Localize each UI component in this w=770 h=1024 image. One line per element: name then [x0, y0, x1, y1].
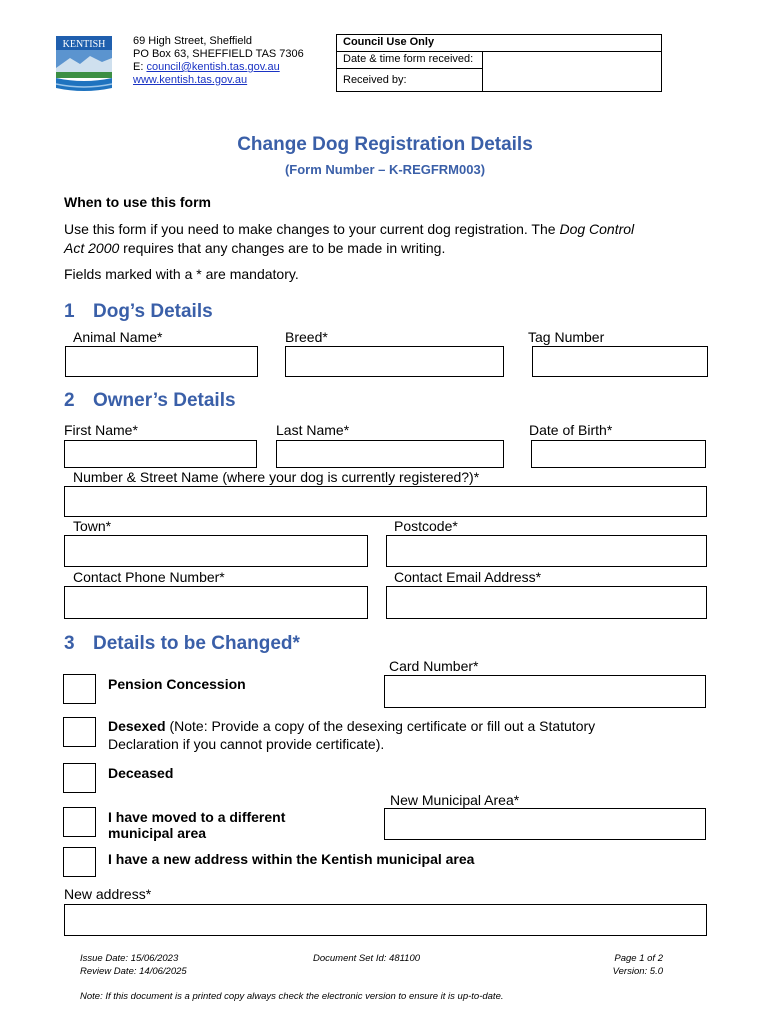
tag-number-label: Tag Number: [528, 329, 605, 345]
desexed-label: Desexed (Note: Provide a copy of the desexing certificate or fill out a Statutory Declaration if you cannot provide certificate).: [108, 718, 596, 752]
deceased-label: Deceased: [108, 765, 174, 781]
intro-text-line-2: Act 2000 requires that any changes are to be made in writing.: [64, 240, 446, 256]
new-address-kentish-label: I have a new address within the Kentish municipal area: [108, 851, 475, 867]
council-use-table: [336, 34, 662, 92]
email-field[interactable]: [386, 586, 707, 619]
footer-note: Note: If this document is a printed copy always check the electronic version to ensure it is up-to-date.: [80, 991, 504, 1002]
section-3-heading: 3 Details to be Changed*: [64, 633, 300, 654]
review-date: Review Date: 14/06/2025: [80, 966, 187, 977]
new-address-field[interactable]: [64, 904, 707, 936]
issue-date: Issue Date: 15/06/2023: [80, 953, 179, 964]
street-field[interactable]: [64, 486, 707, 517]
pension-label: Pension Concession: [108, 676, 246, 692]
council-address: [133, 35, 304, 87]
website-link[interactable]: www.kentish.tas.gov.au: [133, 74, 248, 86]
postcode-label: Postcode*: [394, 518, 458, 534]
email-line: E: council@kentish.tas.gov.au: [133, 61, 280, 73]
new-address-checkbox[interactable]: [63, 847, 96, 877]
mandatory-note: Fields marked with a * are mandatory.: [64, 266, 299, 282]
date-received-field[interactable]: [483, 52, 662, 92]
council-use-title: Council Use Only: [337, 35, 662, 52]
new-municipal-area-label: New Municipal Area*: [390, 792, 520, 808]
town-field[interactable]: [64, 535, 368, 567]
section-2-heading: 2 Owner’s Details: [64, 390, 236, 411]
phone-field[interactable]: [64, 586, 368, 619]
postcode-field[interactable]: [386, 535, 707, 567]
date-received-label: Date & time form received:: [337, 52, 483, 69]
form-title: Change Dog Registration Details: [237, 134, 533, 155]
document-set-id: Document Set Id: 481100: [313, 953, 421, 964]
intro-text-line-1: Use this form if you need to make changes to your current dog registration. The Dog Control: [64, 221, 635, 237]
deceased-checkbox[interactable]: [63, 763, 96, 793]
card-number-field[interactable]: [384, 675, 706, 708]
kentish-logo: [56, 36, 112, 92]
street-label: Number & Street Name (where your dog is currently registered?)*: [73, 469, 480, 485]
animal-name-field[interactable]: [65, 346, 258, 377]
pension-checkbox[interactable]: [63, 674, 96, 704]
first-name-label: First Name*: [64, 422, 138, 438]
moved-checkbox[interactable]: [63, 807, 96, 837]
received-by-label: Received by:: [337, 69, 483, 92]
footer-page-info: [560, 952, 663, 978]
last-name-label: Last Name*: [276, 422, 350, 438]
dob-label: Date of Birth*: [529, 422, 613, 438]
intro-heading: When to use this form: [64, 194, 211, 210]
phone-label: Contact Phone Number*: [73, 569, 225, 585]
section-1-heading: 1 Dog’s Details: [64, 301, 213, 322]
breed-field[interactable]: [285, 346, 504, 377]
address-line-1: 69 High Street, Sheffield: [133, 35, 253, 47]
page-number: Page 1 of 2: [614, 953, 663, 964]
last-name-field[interactable]: [276, 440, 504, 468]
breed-label: Breed*: [285, 329, 328, 345]
first-name-field[interactable]: [64, 440, 257, 468]
new-municipal-area-field[interactable]: [384, 808, 706, 840]
email-link[interactable]: council@kentish.tas.gov.au: [146, 61, 280, 73]
animal-name-label: Animal Name*: [73, 329, 163, 345]
town-label: Town*: [73, 518, 112, 534]
desexed-checkbox[interactable]: [63, 717, 96, 747]
address-line-2: PO Box 63, SHEFFIELD TAS 7306: [133, 48, 304, 60]
version: Version: 5.0: [612, 966, 663, 977]
email-label: Contact Email Address*: [394, 569, 542, 585]
dob-field[interactable]: [531, 440, 706, 468]
footer-dates: [80, 952, 187, 978]
form-number: (Form Number – K-REGFRM003): [284, 162, 486, 177]
card-number-label: Card Number*: [389, 658, 479, 674]
new-address-label: New address*: [64, 886, 152, 902]
tag-number-field[interactable]: [532, 346, 708, 377]
svg-text:KENTISH: KENTISH: [62, 39, 106, 50]
moved-label: I have moved to a different municipal area: [108, 809, 286, 841]
